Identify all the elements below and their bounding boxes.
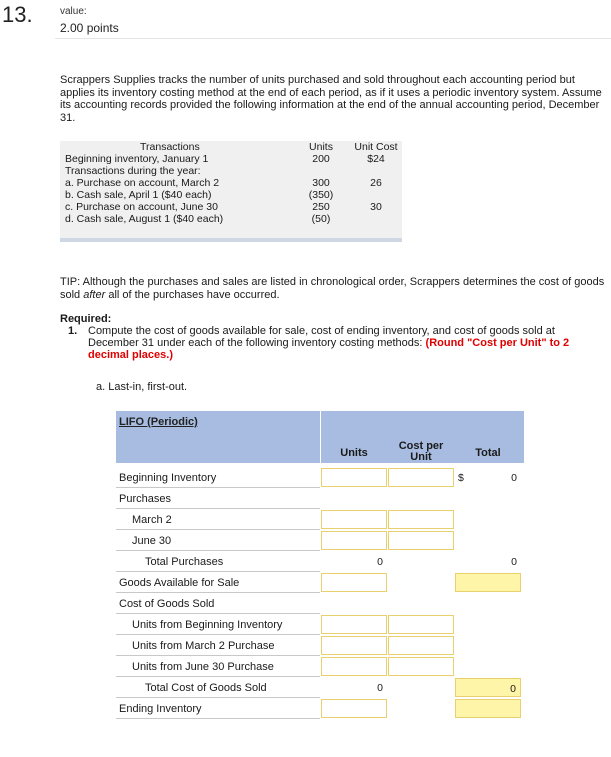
- row-label: Units from March 2 Purchase: [132, 640, 275, 652]
- row-label: Total Purchases: [145, 556, 224, 568]
- tip-emphasis: after: [83, 288, 106, 301]
- march-units-input[interactable]: [321, 510, 387, 529]
- row-label: Purchases: [119, 493, 171, 505]
- row-total-purchases: [116, 551, 524, 572]
- required-heading: Required:: [60, 313, 112, 325]
- cogs-june-units-input[interactable]: [321, 657, 387, 676]
- row-cost-of-goods-sold: [116, 593, 524, 614]
- june-units-input[interactable]: [321, 531, 387, 550]
- row-units-from-march: [116, 635, 524, 656]
- rounding-note: (Round "Cost per Unit" to 2 decimal places.): [88, 337, 570, 361]
- total-purchases-units: [321, 552, 387, 571]
- cogs-beginning-units-input[interactable]: [321, 615, 387, 634]
- transaction-units: 200: [312, 153, 330, 165]
- row-total-cogs: [116, 677, 524, 698]
- row-units-from-june: [116, 656, 524, 677]
- row-units-from-beginning: [116, 614, 524, 635]
- total-column-header: Total: [475, 447, 501, 459]
- row-label: Beginning Inventory: [119, 472, 217, 484]
- row-label: Goods Available for Sale: [119, 577, 240, 589]
- units-number: 0: [377, 556, 383, 568]
- tip-paragraph: [60, 276, 608, 301]
- row-goods-available: [116, 572, 524, 593]
- row-label: Total Cost of Goods Sold: [145, 682, 267, 694]
- cogs-beginning-cost-input[interactable]: [388, 615, 454, 634]
- dollar-sign: $: [458, 472, 464, 484]
- march-cost-input[interactable]: [388, 510, 454, 529]
- transaction-cost: $24: [367, 153, 385, 165]
- total-number: 0: [511, 556, 517, 568]
- june-cost-input[interactable]: [388, 531, 454, 550]
- unit-cost-header: Unit Cost: [354, 141, 398, 153]
- transaction-label: Transactions during the year:: [65, 165, 201, 177]
- required-instructions: Compute the cost of goods available for sale, cost of ending inventory, and cost of goods sold at December 31 under each of the following inventory costing methods:: [88, 325, 555, 349]
- goods-available-total-input[interactable]: [455, 573, 521, 592]
- transaction-label: c. Purchase on account, June 30: [65, 201, 218, 213]
- row-divider: [116, 718, 320, 719]
- worksheet-title: LIFO (Periodic): [119, 416, 198, 428]
- units-number: 0: [377, 682, 383, 694]
- ending-total-input[interactable]: [455, 699, 521, 718]
- value-label: value:: [60, 6, 87, 17]
- row-label: June 30: [132, 535, 172, 547]
- points-value: 2.00 points: [60, 21, 119, 35]
- tip-text-before: TIP: Although the purchases and sales are listed in chronological order, Scrappers determines the cost of goods sold: [60, 276, 605, 301]
- transaction-label: a. Purchase on account, March 2: [65, 177, 220, 189]
- row-march-2: [116, 509, 524, 530]
- units-header: Units: [309, 141, 333, 153]
- transaction-label: d. Cash sale, August 1 ($40 each): [65, 213, 224, 225]
- beginning-units-input[interactable]: [321, 468, 387, 487]
- row-beginning-inventory: [116, 467, 524, 488]
- required-item-number: 1.: [68, 325, 78, 337]
- required-item-text: [88, 325, 608, 361]
- part-a-label: a. Last-in, first-out.: [96, 381, 188, 393]
- transaction-units: (50): [311, 213, 331, 225]
- transactions-header: Transactions: [140, 141, 200, 153]
- row-june-30: [116, 530, 524, 551]
- transaction-units: 300: [312, 177, 330, 189]
- row-label: Ending Inventory: [119, 703, 202, 715]
- cogs-march-cost-input[interactable]: [388, 636, 454, 655]
- units-column-header: Units: [340, 447, 368, 459]
- row-purchases: [116, 488, 524, 509]
- transaction-units: 250: [312, 201, 330, 213]
- worksheet-header: [116, 411, 524, 463]
- row-label: Units from Beginning Inventory: [132, 619, 283, 631]
- total-cogs-units: [321, 678, 387, 697]
- intro-paragraph: Scrappers Supplies tracks the number of units purchased and sold throughout each accounting period but applies its inventory costing method at the end of each period, as if it uses a periodic inventory system. Assume its accounting records provided the following information at the end of the annual accounting period, December 31.: [60, 74, 602, 124]
- header-divider: [55, 38, 611, 39]
- transaction-label: Beginning inventory, January 1: [65, 153, 209, 165]
- transaction-cost: 26: [370, 177, 382, 189]
- ending-units-input[interactable]: [321, 699, 387, 718]
- tip-text-after: all of the purchases have occurred.: [105, 288, 280, 301]
- total-number: 0: [511, 472, 517, 484]
- beginning-total-value: [455, 468, 521, 487]
- transaction-cost: 30: [370, 201, 382, 213]
- goods-available-units-input[interactable]: [321, 573, 387, 592]
- row-label: Cost of Goods Sold: [119, 598, 215, 610]
- row-label: March 2: [132, 514, 172, 526]
- question-number: 13.: [2, 2, 33, 27]
- total-purchases-total: [455, 552, 521, 571]
- cogs-june-cost-input[interactable]: [388, 657, 454, 676]
- total-number: 0: [510, 683, 516, 695]
- transaction-label: b. Cash sale, April 1 ($40 each): [65, 189, 212, 201]
- transactions-table: [60, 141, 402, 242]
- cost-per-unit-column-header: Cost per Unit: [398, 440, 444, 463]
- row-ending-inventory: [116, 698, 524, 719]
- transaction-units: (350): [308, 189, 334, 201]
- cogs-march-units-input[interactable]: [321, 636, 387, 655]
- beginning-cost-input[interactable]: [388, 468, 454, 487]
- total-cogs-total: [455, 678, 521, 697]
- row-label: Units from June 30 Purchase: [132, 661, 274, 673]
